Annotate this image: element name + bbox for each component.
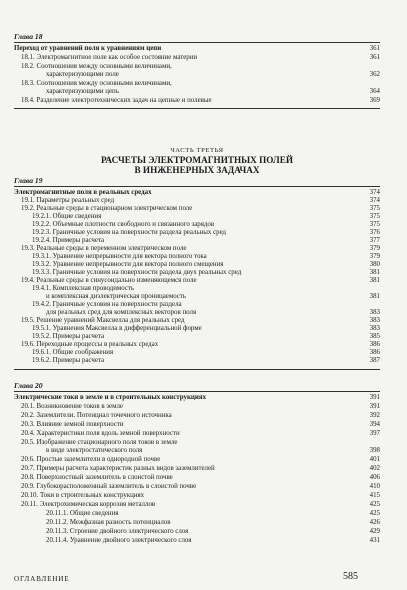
toc-entry: 20.11.1. Общие сведения 425 <box>46 510 380 517</box>
chapter-heading: Глава 18 <box>14 32 43 41</box>
toc-entry: 20.11. Электрохимическая коррозия металлов 425 <box>21 501 380 508</box>
toc-entry: 20.3. Влияние земной поверхности 394 <box>21 421 380 428</box>
toc-entry: 19.2.2. Объемные плотности свободного и связанного зарядов 375 <box>32 221 380 228</box>
toc-entry: 20.10. Токи в строительных конструкциях 415 <box>21 492 380 499</box>
toc-entry: 19.6.2. Примеры расчета 387 <box>32 357 380 364</box>
toc-entry: 18.3. Соотношения между основными величинами, <box>21 80 172 87</box>
toc-entry: 19.4.1. Комплексная проводимость <box>32 285 135 292</box>
running-title: ОГЛАВЛЕНИЕ <box>14 575 70 583</box>
toc-entry: Переход от уравнений поля к уравнениям цепи 361 <box>14 45 380 52</box>
page-number: 361 <box>369 45 380 52</box>
toc-entry: 20.2. Заземлители. Потенциал точечного источника 392 <box>21 412 380 419</box>
toc-entry: 19.6. Переходные процессы в реальных средах 386 <box>21 341 380 348</box>
toc-entry: 20.6. Простые заземлители в однородной почве 401 <box>21 456 380 463</box>
toc-entry: 19.3. Реальные среды в переменном электрическом поле 379 <box>21 245 380 252</box>
toc-entry: 19.4. Реальные среды в синусоидально изменяющемся поле 381 <box>21 277 380 284</box>
toc-entry: 20.9. Глубокорасположенный заземлитель в слоистой почве 410 <box>21 483 380 490</box>
toc-entry: 20.11.2. Межфазная разность потенциалов 426 <box>46 519 380 526</box>
toc-entry: 20.1. Возникновение токов в земле 391 <box>21 403 380 410</box>
section-rule <box>14 108 380 109</box>
toc-entry: 19.3.2. Уравнение непрерывности для вектора полного смещения 380 <box>32 261 380 268</box>
toc-entry: 19.5. Решение уравнений Максвелла для реальных сред 383 <box>21 317 380 324</box>
toc-entry: 18.2. Соотношения между основными величинами, <box>21 63 172 70</box>
toc-entry: 19.3.3. Граничные условия на поверхности раздела двух реальных сред 381 <box>32 269 380 276</box>
part-label: ЧАСТЬ ТРЕТЬЯ <box>170 147 224 154</box>
page-number-footer: 585 <box>343 571 358 582</box>
toc-entry: 20.5. Изображение стационарного поля токов в земле <box>21 439 178 446</box>
toc-entry: 20.11.3. Строение двойного электрического слоя 429 <box>46 528 380 535</box>
toc-entry-continuation: в виде электростатического поля 398 <box>46 447 380 454</box>
toc-entry: 19.1. Параметры реальных сред 374 <box>21 197 380 204</box>
chapter-heading: Глава 19 <box>14 176 43 185</box>
page-number: 362 <box>369 71 380 78</box>
toc-entry: 19.5.1. Уравнения Максвелла в дифференциальной форме 383 <box>32 325 380 332</box>
toc-entry: 20.8. Поверхностный заземлитель в слоистой почве 406 <box>21 474 380 481</box>
chapter-rule <box>14 391 380 392</box>
toc-entry: 19.4.2. Граничные условия на поверхности раздела <box>32 301 182 308</box>
toc-entry: 19.2. Реальные среды в стационарном электрическом поле 375 <box>21 205 380 212</box>
section-rule <box>14 369 380 370</box>
toc-entry: Электрические токи в земле и в строительных конструкциях 391 <box>14 394 380 401</box>
toc-entry: 18.1. Электромагнитное поле как особое состояние материи 361 <box>21 54 380 61</box>
page-number: 361 <box>369 54 380 61</box>
page-number: 364 <box>369 88 380 95</box>
page-number: 369 <box>369 97 380 104</box>
chapter-heading: Глава 20 <box>14 381 43 390</box>
toc-entry: 19.5.2. Примеры расчета 385 <box>32 333 380 340</box>
toc-entry: 19.2.1. Общие сведения 375 <box>32 213 380 220</box>
toc-entry: 19.2.4. Примеры расчета 377 <box>32 237 380 244</box>
toc-entry: Электромагнитные поля в реальных средах 374 <box>14 189 380 196</box>
toc-entry: 20.7. Примеры расчета характеристик разных видов заземлителей 402 <box>21 465 380 472</box>
toc-entry-continuation: для реальных сред для комплексных векторов поля 383 <box>46 309 380 316</box>
toc-entry: 18.4. Разделение электротехнических задач на цепные и полевые 369 <box>21 97 380 104</box>
toc-entry-continuation: характеризующими поле 362 <box>46 71 380 78</box>
chapter-rule <box>14 42 380 43</box>
toc-entry: 19.3.1. Уравнение непрерывности для вектора полного тока 379 <box>32 253 380 260</box>
toc-entry-continuation: характеризующими цепь 364 <box>46 88 380 95</box>
page-number: 374 <box>369 189 380 196</box>
toc-entry: 20.11.4. Уравнение двойного электрического слоя 431 <box>46 537 380 544</box>
toc-entry: 20.4. Характеристики поля вдоль земной поверхности 397 <box>21 430 380 437</box>
toc-entry-continuation: и комплексная диэлектрическая проницаемость 381 <box>46 293 380 300</box>
toc-entry: 19.6.1. Общие соображения 386 <box>32 349 380 356</box>
toc-entry: 19.2.3. Граничные условия на поверхности раздела реальных сред 376 <box>32 229 380 236</box>
part-title: РАСЧЕТЫ ЭЛЕКТРОМАГНИТНЫХ ПОЛЕЙ В ИНЖЕНЕРНЫХ ЗАДАЧАХ <box>100 155 294 176</box>
chapter-rule <box>14 186 380 187</box>
